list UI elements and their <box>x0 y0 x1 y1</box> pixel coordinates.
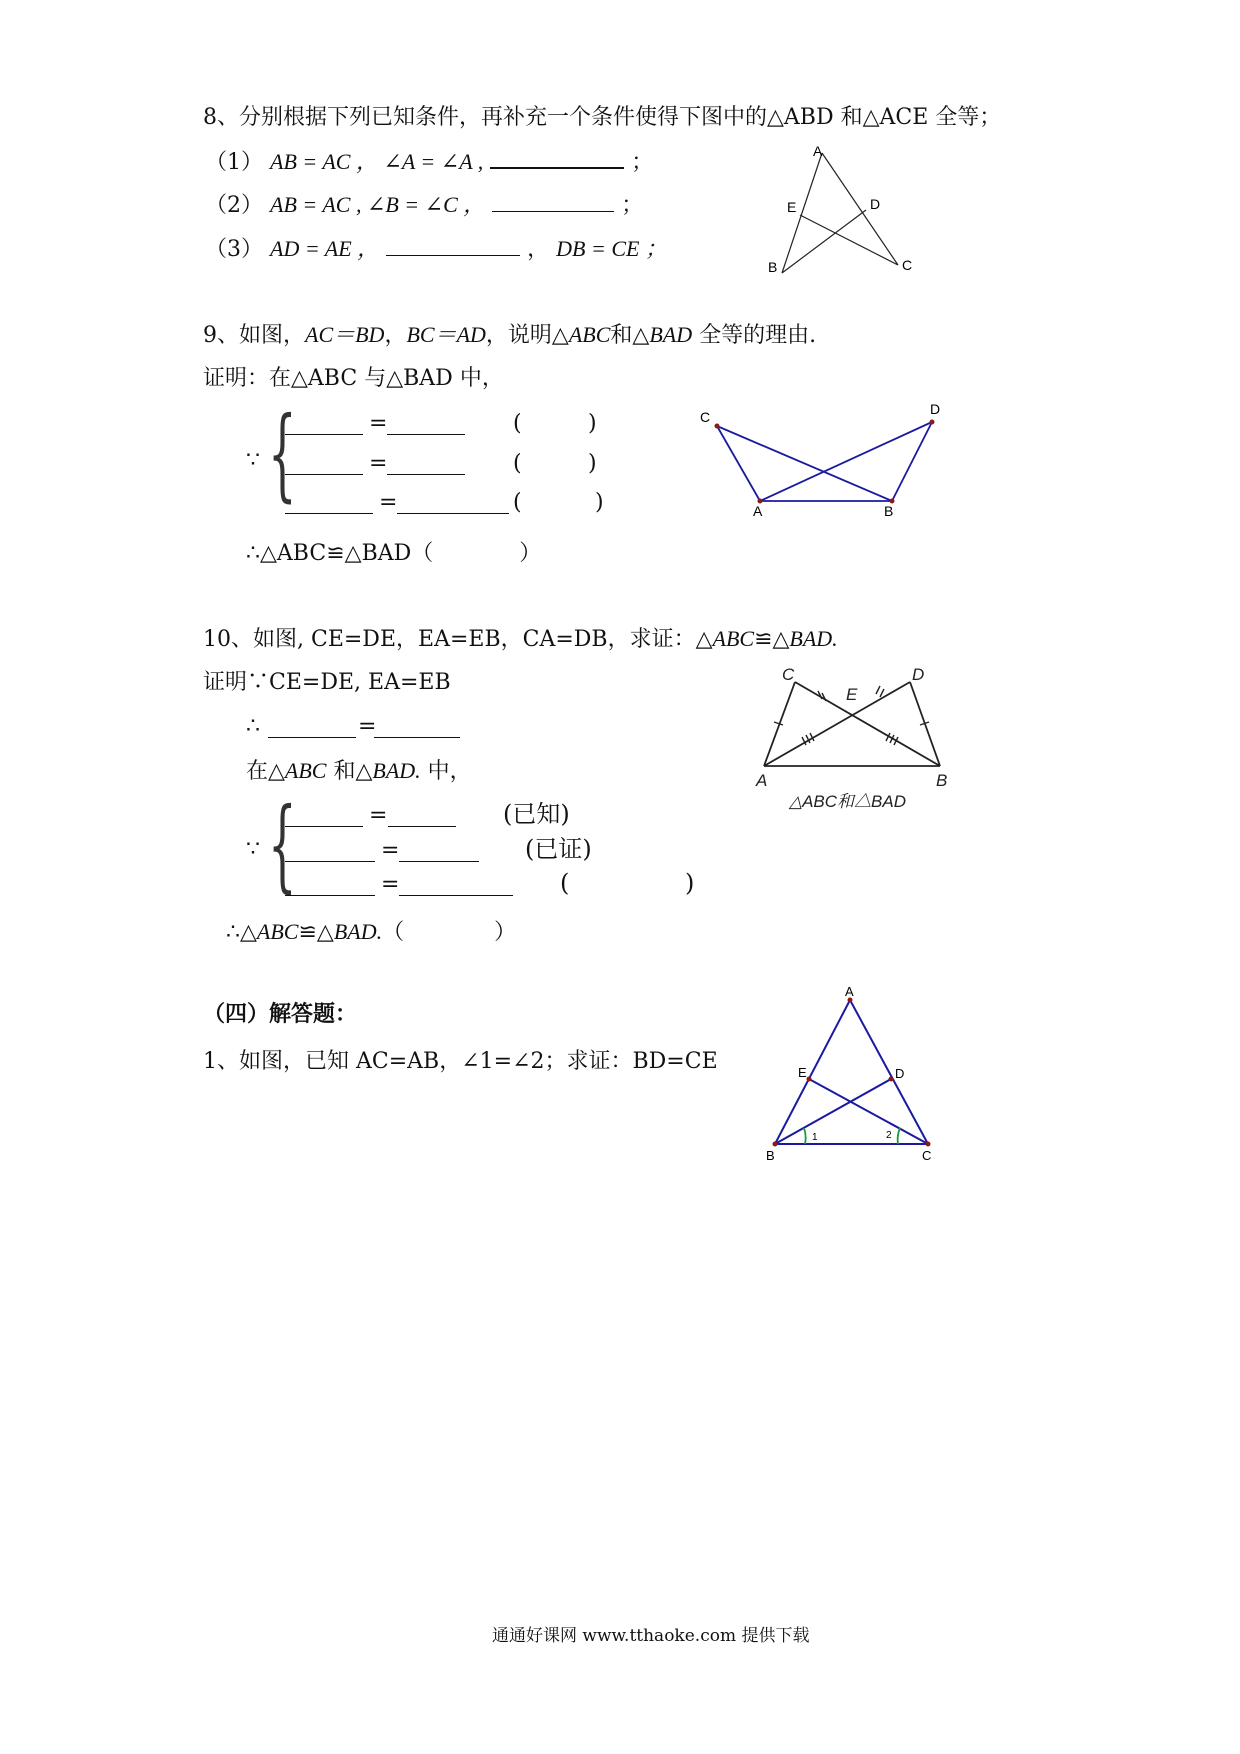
q8-line-bd <box>782 210 866 273</box>
q10-row-1 <box>285 802 585 832</box>
s4-point-d <box>889 1077 894 1082</box>
q8-label-e: E <box>787 199 797 215</box>
q9-label-c: C <box>700 409 711 425</box>
q9-row2-paren-open: ( <box>513 451 522 476</box>
q8-sub3-given: AD = AE ， <box>270 236 380 261</box>
q10-row3-paren-close: ) <box>685 869 695 897</box>
q10-in-suffix: 中， <box>420 759 472 784</box>
q10-conclusion-blank[interactable] <box>404 919 494 939</box>
q9-row-1 <box>285 410 605 438</box>
section4-title: （四）解答题： <box>203 1001 358 1027</box>
q10-label-d: D <box>912 665 925 684</box>
q10-row1-reason: (已知) <box>503 800 570 828</box>
q9-row2-left-blank[interactable] <box>285 454 363 475</box>
q10-label-b: B <box>936 771 948 790</box>
q10-figure-caption: △ABC和△BAD <box>789 792 906 811</box>
q9-line-bd <box>892 422 932 501</box>
q9-row-2 <box>285 450 605 478</box>
q9-line-ad <box>760 422 932 501</box>
q10-label-a: A <box>756 771 768 790</box>
q10-conclusion-reason: （ <box>382 920 405 945</box>
q9-label-d: D <box>930 401 941 417</box>
q10-stem-cong: ≌△ <box>754 627 790 652</box>
q10-therefore-left-blank[interactable] <box>268 717 356 738</box>
s4-label-d: D <box>895 1066 905 1081</box>
q9-conclusion-text: ∴△ABC≌△BAD（ <box>246 541 434 566</box>
q10-conclusion <box>226 918 516 947</box>
q9-line-cb <box>717 426 892 501</box>
s4-label-angle1: 1 <box>812 1132 818 1143</box>
s4-angle-arc-1 <box>804 1128 806 1144</box>
q9-figure <box>690 398 950 523</box>
q9-brace: { <box>268 395 297 512</box>
q10-tick-de-2 <box>880 689 884 697</box>
q8-sub1-end: ； <box>631 150 654 175</box>
q8-sub3-mid: ， <box>527 237 550 262</box>
q10-row2-eq: = <box>381 838 400 863</box>
q10-label-c: C <box>782 665 795 684</box>
q9-stem-and: 和△ <box>610 323 650 348</box>
q9-stem-prefix: 9、如图， <box>203 323 305 348</box>
q10-row3-eq: = <box>381 872 400 897</box>
s4-label-b: B <box>766 1148 775 1163</box>
q10-in-t2: BAD. <box>372 758 421 783</box>
q10-row-3 <box>285 871 705 901</box>
q9-row3-eq: = <box>379 490 398 515</box>
q10-therefore-eq: = <box>358 714 377 739</box>
s4-point-b <box>773 1142 778 1147</box>
q8-sub2-given: AB = AC , ∠B = ∠C ， <box>270 192 486 217</box>
q10-row1-eq: = <box>369 803 388 828</box>
q9-stem <box>203 321 816 350</box>
s4-label-a: A <box>845 984 854 999</box>
q10-therefore-right-blank[interactable] <box>374 717 460 738</box>
q10-line-cb <box>795 682 940 766</box>
q9-row2-eq: = <box>369 451 388 476</box>
q10-stem <box>203 625 838 654</box>
q9-label-a: A <box>753 503 763 519</box>
q9-row1-left-blank[interactable] <box>285 414 363 435</box>
q10-triangle1: ABC <box>712 626 755 651</box>
q9-because: ∵ <box>246 448 260 473</box>
q9-row-3 <box>285 489 615 517</box>
q9-line-ca <box>717 426 760 501</box>
q9-stem-mid: ，说明△ <box>485 323 569 348</box>
q9-point-d <box>930 420 935 425</box>
q10-row2-left-blank[interactable] <box>285 841 375 862</box>
q8-sub1-blank[interactable] <box>490 147 624 169</box>
q10-therefore: ∴ <box>246 714 260 739</box>
q8-label-a: A <box>813 143 823 159</box>
q10-row3-left-blank[interactable] <box>285 875 375 896</box>
q10-row2-right-blank[interactable] <box>399 841 479 862</box>
q8-label-c: C <box>902 257 913 273</box>
q9-triangle1: ABC <box>568 322 611 347</box>
q8-sub3-tail: DB = CE ； <box>556 236 667 261</box>
q9-conclusion-blank[interactable] <box>433 540 519 560</box>
section4-q1: 1、如图，已知 AC=AB，∠1=∠2；求证：BD=CE <box>203 1049 718 1074</box>
q9-proof-intro: 证明：在△ABC 与△BAD 中， <box>203 366 504 391</box>
q10-in-and: 和△ <box>326 759 373 784</box>
q10-label-e: E <box>846 685 858 704</box>
q8-line-ac <box>822 153 898 265</box>
q8-sub1-number: （1） <box>205 150 263 175</box>
q9-cond2: BC＝AD <box>406 322 486 347</box>
q9-label-b: B <box>884 503 894 519</box>
q10-stem-prefix: 10、如图, CE=DE，EA=EB，CA=DB，求证：△ <box>203 627 713 652</box>
q10-line-ad <box>764 682 910 766</box>
q9-stem-sep: ， <box>384 323 407 348</box>
q10-tick-de-1 <box>876 686 880 694</box>
q10-row3-right-blank[interactable] <box>399 875 513 896</box>
q9-row1-eq: = <box>369 411 388 436</box>
q8-figure <box>760 140 930 285</box>
section4-figure <box>752 978 952 1166</box>
q8-stem: 8、分别根据下列已知条件，再补充一个条件使得下图中的△ABD 和△ACE 全等； <box>203 105 1002 130</box>
q9-row1-paren-open: ( <box>513 411 522 436</box>
q10-row1-left-blank[interactable] <box>285 806 363 827</box>
q10-conclusion-cong: ≌△ <box>298 920 334 945</box>
q9-row1-paren-close: ) <box>588 411 597 436</box>
q10-therefore-line <box>246 713 466 741</box>
q10-row2-reason: (已证) <box>525 835 592 863</box>
q10-brace: { <box>268 786 297 903</box>
q9-triangle2: BAD <box>649 322 693 347</box>
s4-label-c: C <box>922 1148 932 1163</box>
q8-sub1-given: AB = AC ， ∠A = ∠A , <box>270 149 484 174</box>
q9-cond1: AC＝BD <box>305 322 385 347</box>
q10-proof-line1: 证明∵CE=DE, EA=EB <box>203 670 451 695</box>
q10-conclusion-prefix: ∴△ <box>226 920 257 945</box>
q10-row3-paren-open: ( <box>560 869 570 897</box>
q9-row3-paren-close: ) <box>595 490 604 515</box>
q8-sub2-number: （2） <box>205 193 263 218</box>
q8-sub3-blank[interactable] <box>386 235 520 256</box>
s4-point-e <box>807 1077 812 1082</box>
q8-label-d: D <box>870 196 881 212</box>
q9-conclusion-close: ） <box>519 541 542 566</box>
q9-conclusion <box>246 540 541 568</box>
q8-sub1 <box>205 147 653 177</box>
s4-point-c <box>926 1142 931 1147</box>
q9-point-c <box>715 424 720 429</box>
s4-label-angle2: 2 <box>886 1130 892 1141</box>
q8-sub3-number: （3） <box>205 237 263 262</box>
q10-triangle2: BAD. <box>789 626 838 651</box>
q8-label-b: B <box>768 259 778 275</box>
q10-conclusion-t1: ABC <box>256 919 299 944</box>
q8-sub2 <box>205 191 643 220</box>
q9-row2-right-blank[interactable] <box>387 454 465 475</box>
footer-credit: 通通好课网 www.tthaoke.com 提供下载 <box>492 1626 810 1646</box>
q10-row1-right-blank[interactable] <box>388 806 456 827</box>
q9-row1-right-blank[interactable] <box>387 414 465 435</box>
s4-label-e: E <box>798 1065 807 1080</box>
q10-because: ∵ <box>246 837 260 862</box>
q8-sub2-end: ； <box>621 193 644 218</box>
q9-row2-paren-close: ) <box>588 451 597 476</box>
q8-sub2-blank[interactable] <box>492 191 614 212</box>
q10-in-triangles <box>246 757 472 786</box>
q9-row3-right-blank[interactable] <box>397 493 509 514</box>
q10-row-2 <box>285 837 595 867</box>
q9-row3-left-blank[interactable] <box>285 493 373 514</box>
q10-conclusion-close: ） <box>494 920 517 945</box>
q10-figure <box>752 660 962 815</box>
q10-conclusion-t2: BAD. <box>333 919 383 944</box>
q9-stem-suffix: 全等的理由. <box>692 323 817 348</box>
q9-row3-paren-open: ( <box>513 490 522 515</box>
q8-sub3 <box>205 235 667 264</box>
q10-in-prefix: 在△ <box>246 759 285 784</box>
s4-angle-arc-2 <box>898 1128 900 1144</box>
q10-in-t1: ABC <box>284 758 327 783</box>
